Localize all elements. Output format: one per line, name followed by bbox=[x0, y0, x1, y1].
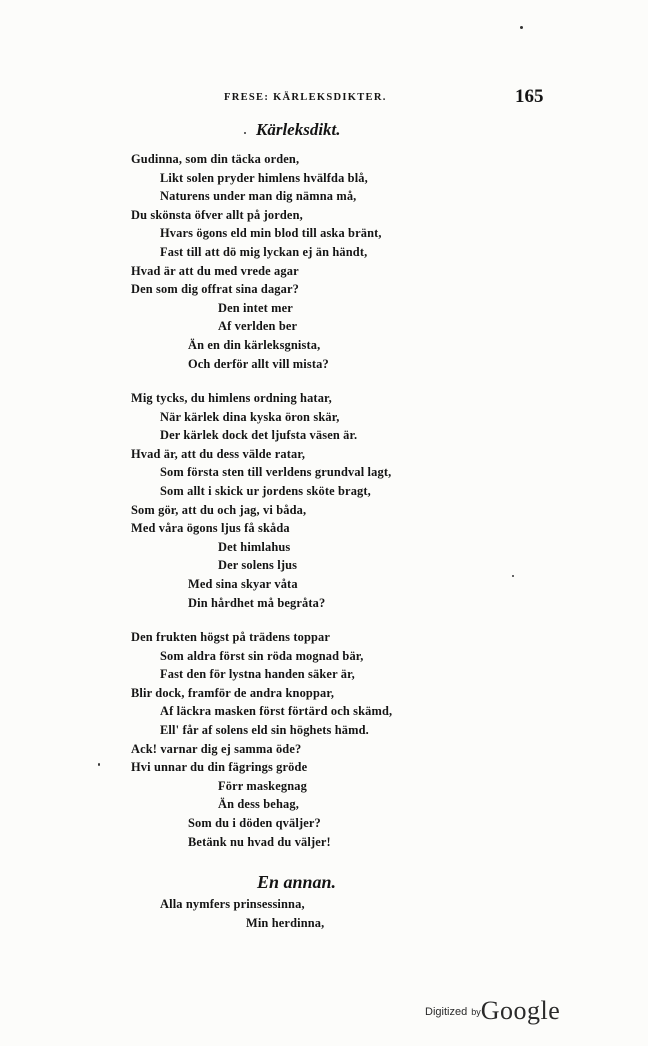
poem-line: Ack! varnar dig ej samma öde? bbox=[131, 741, 302, 756]
stanza-3 bbox=[131, 628, 611, 851]
running-head: FRESE: KÄRLEKSDIKTER. bbox=[224, 92, 387, 103]
scan-speck bbox=[98, 763, 100, 766]
poem-line: Som första sten till verldens grundval lagt, bbox=[160, 465, 392, 480]
poem-line: Med våra ögons ljus få skåda bbox=[131, 521, 290, 536]
poem-line: Som aldra först sin röda mognad bär, bbox=[160, 648, 364, 663]
poem-title: Kärleksdikt. bbox=[256, 120, 341, 139]
poem-line: Betänk nu hvad du väljer! bbox=[188, 834, 331, 849]
poem-line: Förr maskegnag bbox=[218, 778, 307, 793]
scan-speck bbox=[244, 132, 246, 134]
poem-line: Ell' får af solens eld sin höghets hämd. bbox=[160, 722, 369, 737]
watermark-by: by bbox=[471, 1007, 481, 1017]
poem-line: Som allt i skick ur jordens sköte bragt, bbox=[160, 483, 371, 498]
poem-line: Blir dock, framför de andra knoppar, bbox=[131, 685, 335, 700]
poem-line: Min herdinna, bbox=[246, 915, 325, 930]
poem-line: Der kärlek dock det ljufsta väsen är. bbox=[160, 428, 358, 443]
second-poem-title: En annan. bbox=[257, 872, 337, 892]
poem-line: Den intet mer bbox=[218, 300, 293, 315]
poem-line: Du skönsta öfver allt på jorden, bbox=[131, 207, 303, 222]
poem-line: Den som dig offrat sina dagar? bbox=[131, 282, 299, 297]
poem-line: Och derför allt vill mista? bbox=[188, 356, 329, 371]
poem-line: Fast den för lystna handen säker är, bbox=[160, 667, 355, 682]
poem-line: Mig tycks, du himlens ordning hatar, bbox=[131, 391, 332, 405]
poem-line: Än dess behag, bbox=[218, 797, 299, 812]
poem-line: Den frukten högst på trädens toppar bbox=[131, 630, 331, 644]
digitized-by-google-watermark bbox=[425, 996, 560, 1026]
poem-line: Hvad är, att du dess välde ratar, bbox=[131, 446, 306, 461]
poem-line: När kärlek dina kyska öron skär, bbox=[160, 409, 340, 424]
poem-line: Alla nymfers prinsessinna, bbox=[160, 897, 305, 911]
watermark-google-logo: Google bbox=[480, 996, 561, 1025]
scan-speck bbox=[512, 575, 514, 577]
stanza-1 bbox=[131, 150, 611, 373]
poem-line: Din hårdhet må begråta? bbox=[188, 595, 326, 610]
poem-line: Hvad är att du med vrede agar bbox=[131, 263, 299, 278]
poem-line: Det himlahus bbox=[218, 539, 291, 554]
poem-line: Som gör, att du och jag, vi båda, bbox=[131, 502, 307, 517]
poem-line: Hvi unnar du din fägrings gröde bbox=[131, 760, 308, 775]
page-number: 165 bbox=[515, 86, 544, 107]
poem-line: Än en din kärleksgnista, bbox=[188, 337, 321, 352]
second-poem-stanza bbox=[131, 895, 611, 932]
page-header bbox=[0, 88, 648, 114]
stanza-2 bbox=[131, 389, 611, 612]
poem-line: Med sina skyar våta bbox=[188, 576, 298, 591]
poem-line: Som du i döden qväljer? bbox=[188, 815, 321, 830]
poem-line: Fast till att dö mig lyckan ej än händt, bbox=[160, 244, 368, 259]
poem-line: Der solens ljus bbox=[218, 558, 298, 573]
poem-line: Likt solen pryder himlens hvälfda blå, bbox=[160, 170, 368, 185]
poem-line: Af verlden ber bbox=[218, 319, 298, 334]
watermark-digitized: Digitized bbox=[425, 1006, 468, 1018]
poem-line: Af läckra masken först förtärd och skämd, bbox=[160, 704, 393, 719]
poem-line: Hvars ögons eld min blod till aska bränt, bbox=[160, 226, 382, 241]
scan-speck bbox=[520, 26, 523, 29]
poem-line: Naturens under man dig nämna må, bbox=[160, 189, 357, 204]
poem-line: Gudinna, som din täcka orden, bbox=[131, 152, 300, 166]
